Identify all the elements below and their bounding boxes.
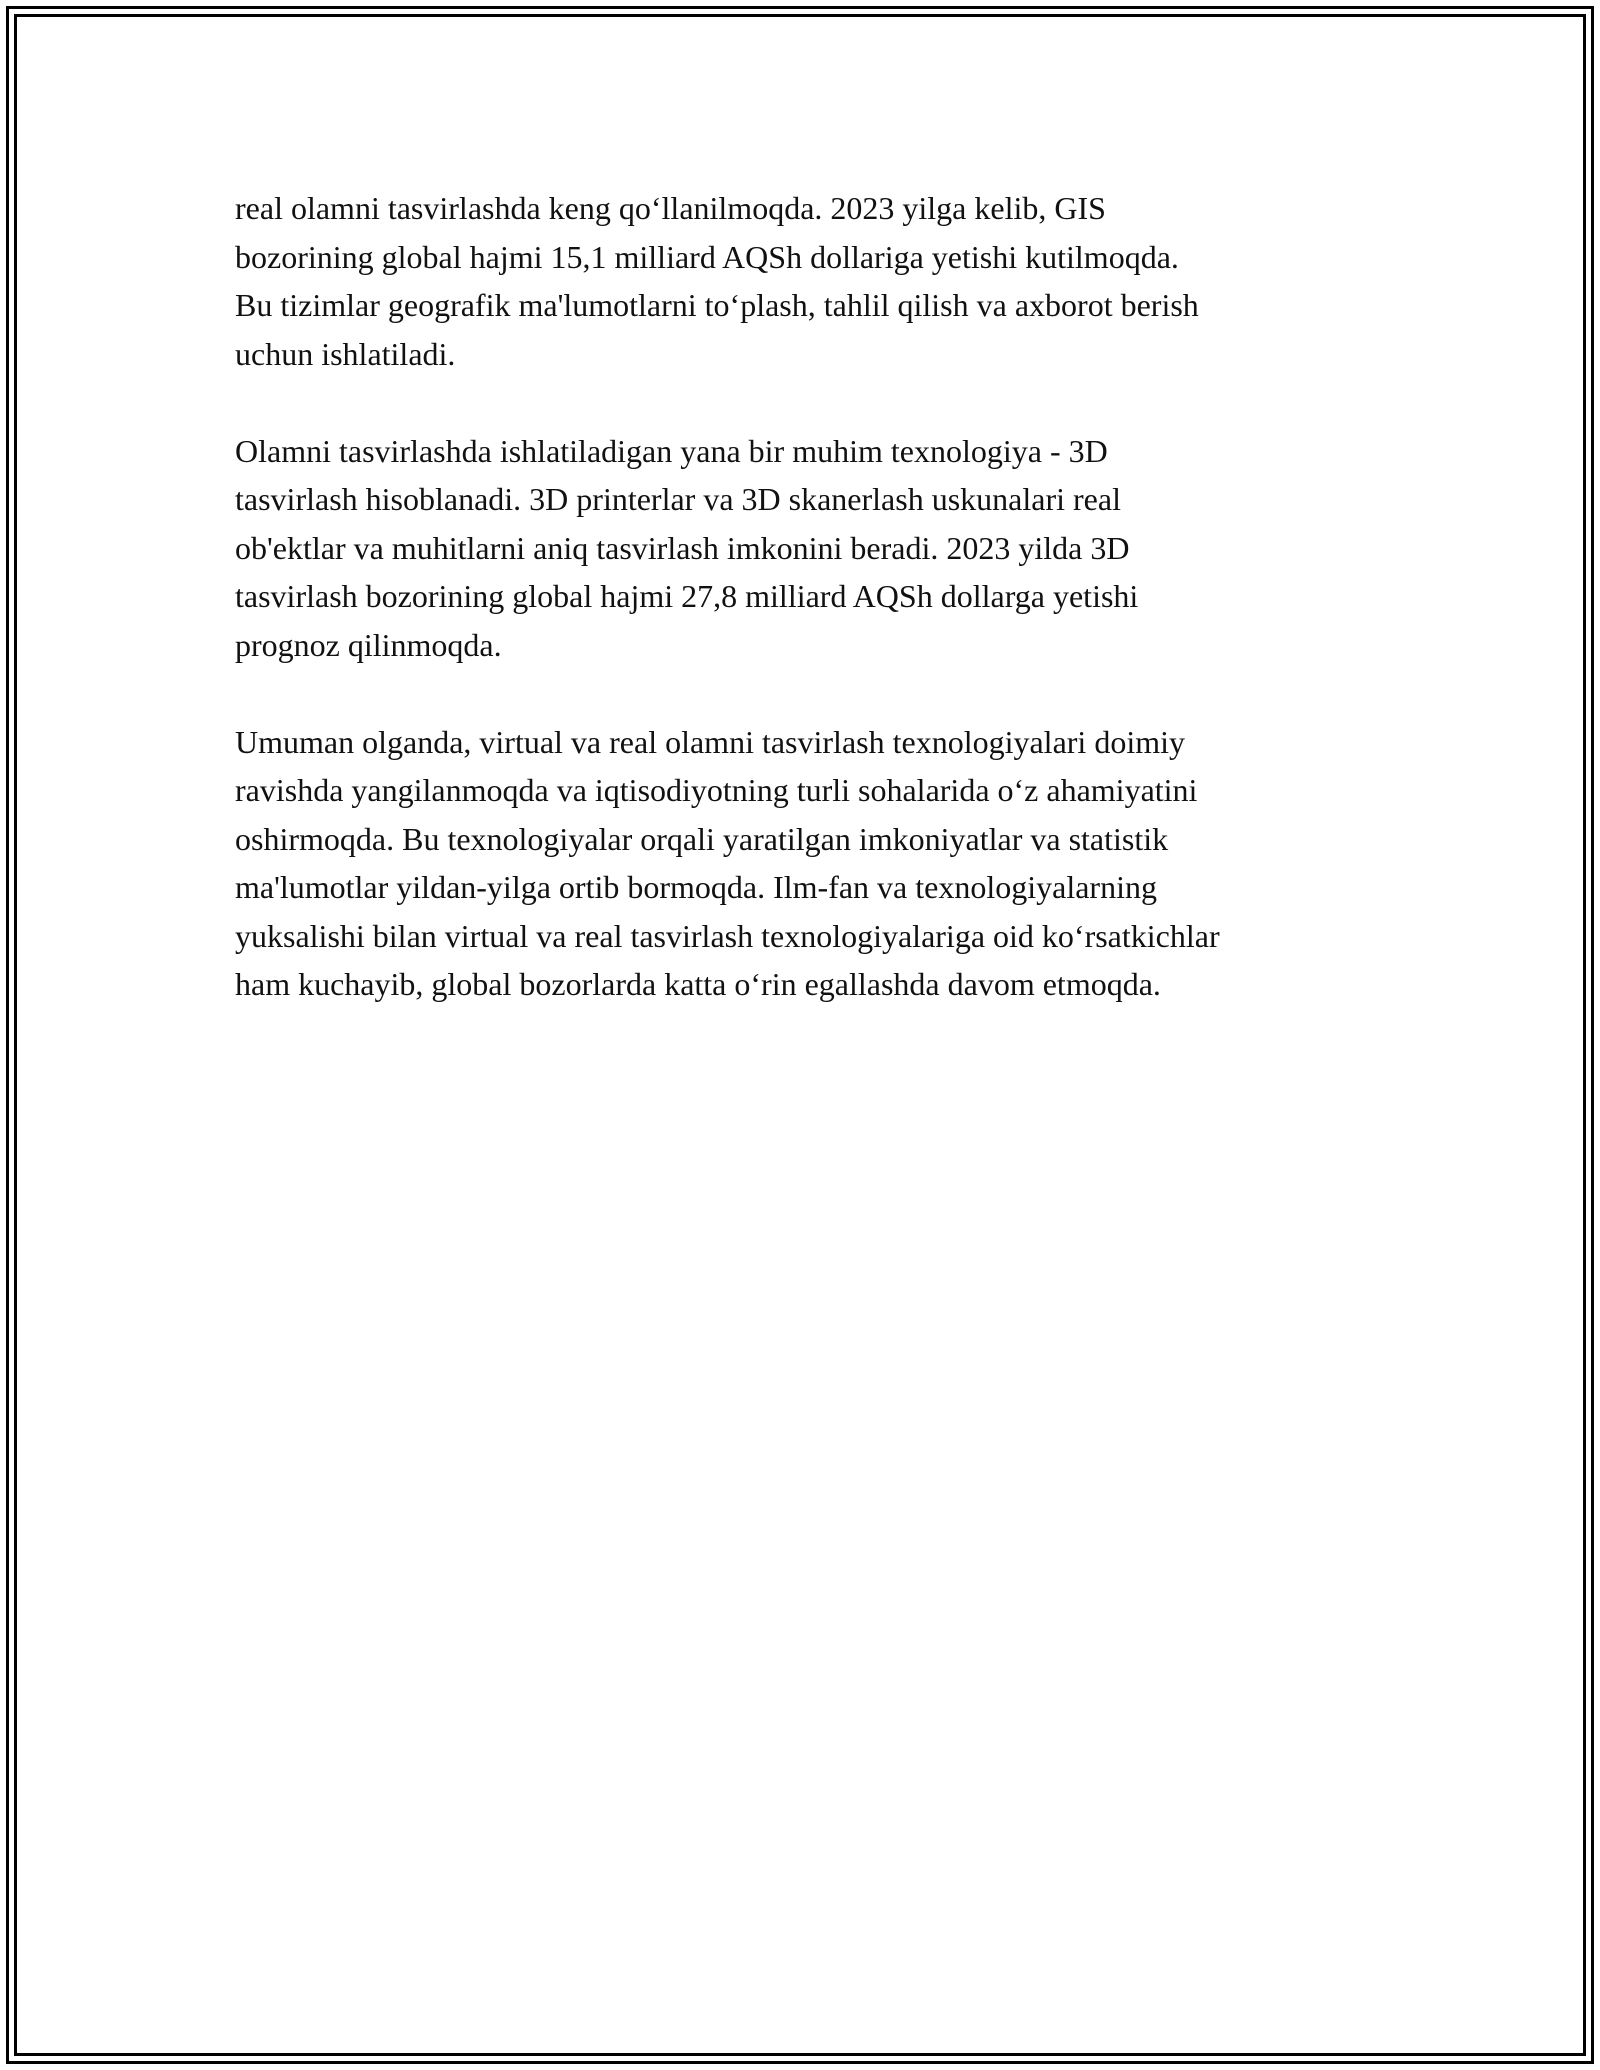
text-line: uchun ishlatiladi. xyxy=(235,335,456,372)
text-line: ma'lumotlar yildan-yilga ortib bormoqda. Ilm-fan va texnologiyalarning xyxy=(235,869,1157,905)
text-line: ob'ektlar va muhitlarni aniq tasvirlash imkonini beradi. 2023 yilda 3D xyxy=(235,529,1130,566)
text-line: Umuman olganda, virtual va real olamni tasvirlash texnologiyalari doimiy xyxy=(235,723,1185,760)
text-line: tasvirlash hisoblanadi. 3D printerlar va 3D skanerlash uskunalari real xyxy=(235,481,1121,517)
text-line: ravishda yangilanmoqda va iqtisodiyotning turli sohalarida o‘z ahamiyatini xyxy=(235,772,1198,808)
paragraph-conclusion xyxy=(235,718,1395,1009)
document-body xyxy=(235,184,1395,1057)
text-line: bozorining global hajmi 15,1 milliard AQSh dollariga yetishi kutilmoqda. xyxy=(235,238,1179,275)
paragraph-gis xyxy=(235,184,1395,378)
text-line: oshirmoqda. Bu texnologiyalar orqali yaratilgan imkoniyatlar va statistik xyxy=(235,820,1169,857)
text-line: tasvirlash bozorining global hajmi 27,8 milliard AQSh dollarga yetishi xyxy=(235,578,1139,614)
text-line: Bu tizimlar geografik ma'lumotlarni to‘plash, tahlil qilish va axborot berish xyxy=(235,287,1199,323)
text-line: ham kuchayib, global bozorlarda katta o‘rin egallashda davom etmoqda. xyxy=(235,966,1161,1002)
text-line: Olamni tasvirlashda ishlatiladigan yana bir muhim texnologiya - 3D xyxy=(235,432,1108,469)
text-line: yuksalishi bilan virtual va real tasvirlash texnologiyalariga oid ko‘rsatkichlar xyxy=(235,917,1220,954)
paragraph-3d-imaging xyxy=(235,427,1395,670)
text-line: real olamni tasvirlashda keng qo‘llanilmoqda. 2023 yilga kelib, GIS xyxy=(235,190,1106,226)
text-line: prognoz qilinmoqda. xyxy=(235,626,502,663)
